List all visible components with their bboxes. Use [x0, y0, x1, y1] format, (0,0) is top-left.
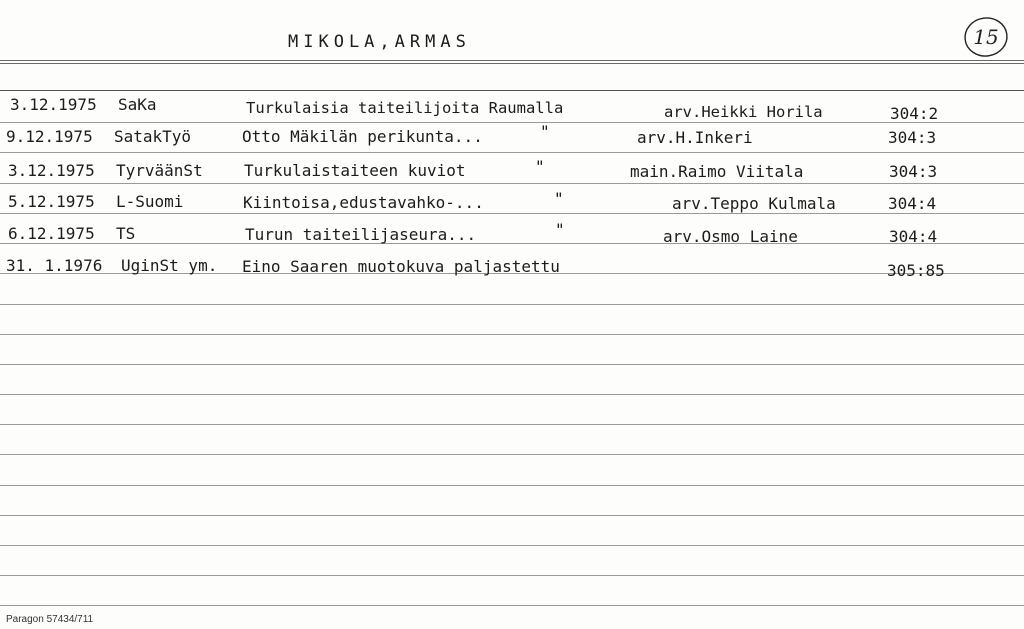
line-rule	[0, 454, 1024, 455]
header-rule-top	[0, 60, 1024, 61]
line-rule	[0, 605, 1024, 606]
entry-ref: 304:3	[889, 162, 938, 181]
entry-ditto: "	[540, 122, 550, 141]
entry-ditto: "	[555, 220, 565, 239]
entry-ref: 305:85	[887, 261, 945, 280]
entry-author: arv.H.Inkeri	[637, 128, 753, 147]
entry-author: arv.Heikki Horila	[664, 103, 823, 121]
card-number-circle	[961, 14, 1011, 62]
entry-ref: 304:4	[888, 194, 937, 213]
entry-source: SatakTyö	[114, 127, 192, 146]
line-rule	[0, 424, 1024, 425]
entry-source: TS	[116, 224, 136, 243]
card-number: 15	[973, 25, 999, 49]
entry-author: arv.Osmo Laine	[663, 227, 798, 246]
line-rule	[0, 515, 1024, 516]
line-rule	[0, 304, 1024, 305]
entry-date: 9.12.1975	[6, 127, 93, 146]
entry-ditto: "	[554, 189, 564, 208]
line-rule	[0, 485, 1024, 486]
header-rule-bottom	[0, 90, 1024, 91]
circled-number	[961, 14, 1011, 62]
line-rule	[0, 213, 1024, 214]
entry-author: arv.Teppo Kulmala	[672, 194, 836, 213]
line-rule	[0, 364, 1024, 365]
entry-date: 3.12.1975	[8, 161, 95, 180]
entry-text: Eino Saaren muotokuva paljastettu	[242, 257, 560, 276]
line-rule	[0, 334, 1024, 335]
entry-text: Turun taiteilijaseura...	[245, 225, 477, 244]
line-rule	[0, 183, 1024, 184]
entry-ref: 304:4	[889, 227, 938, 246]
entry-text: Turkulaistaiteen kuviot	[244, 161, 466, 180]
entry-ref: 304:3	[888, 128, 937, 147]
entry-source: L-Suomi	[116, 192, 184, 211]
entry-author: main.Raimo Viitala	[630, 162, 804, 181]
entry-source: UginSt ym.	[121, 256, 218, 275]
line-rule	[0, 122, 1024, 123]
entry-ditto: "	[535, 157, 545, 176]
line-rule	[0, 243, 1024, 244]
print-mark: Paragon 57434/711	[6, 614, 94, 625]
entry-date: 5.12.1975	[8, 192, 95, 211]
entry-date: 6.12.1975	[8, 224, 95, 243]
line-rule	[0, 575, 1024, 576]
entry-text: Otto Mäkilän perikunta...	[242, 127, 483, 146]
entry-text: Kiintoisa,edustavahko-...	[243, 193, 484, 212]
line-rule	[0, 545, 1024, 546]
header-rule-mid	[0, 63, 1024, 64]
entry-ref: 304:2	[890, 104, 939, 123]
entry-date: 31. 1.1976	[6, 256, 103, 275]
entry-date: 3.12.1975	[10, 95, 97, 114]
entry-source: SaKa	[118, 95, 157, 114]
card-title: MIKOLA,ARMAS	[288, 32, 471, 52]
entry-source: TyrväänSt	[116, 161, 203, 180]
line-rule	[0, 394, 1024, 395]
entry-text: Turkulaisia taiteilijoita Raumalla	[246, 99, 564, 117]
line-rule	[0, 152, 1024, 153]
